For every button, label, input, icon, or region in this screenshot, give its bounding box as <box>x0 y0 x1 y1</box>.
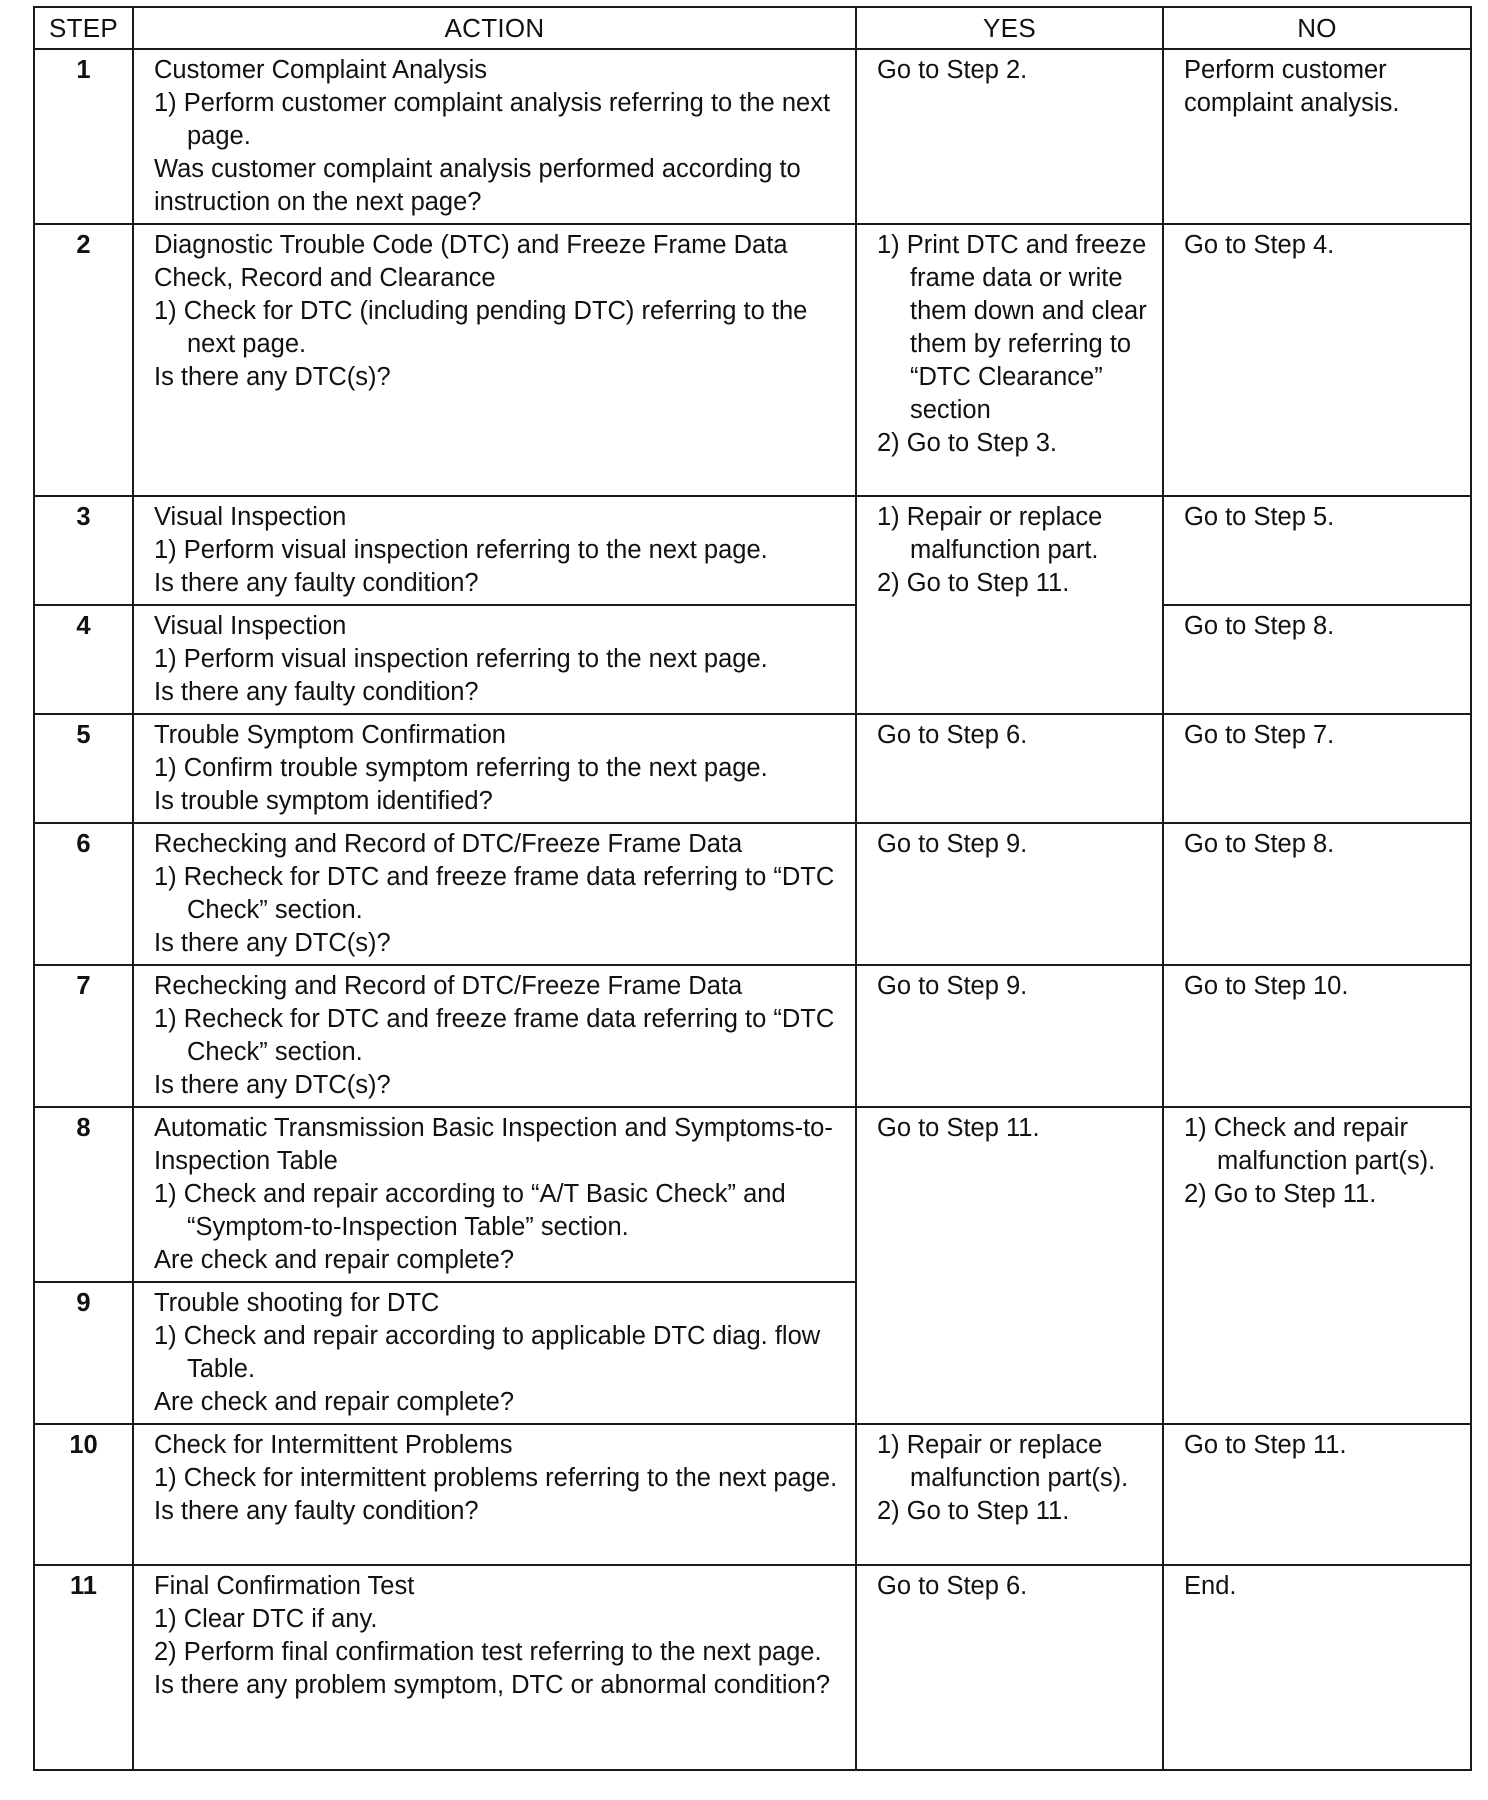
yes-text: 2) Go to Step 11. <box>877 1497 1070 1525</box>
action-title: Customer Complaint Analysis <box>154 56 488 84</box>
action-cell <box>133 965 856 1107</box>
yes-cell <box>856 823 1163 965</box>
no-cell <box>1163 714 1471 823</box>
action-question: Is trouble symptom identified? <box>154 787 493 815</box>
no-text: Go to Step 8. <box>1184 830 1335 858</box>
flow-table <box>33 6 1472 1771</box>
action-cell <box>133 49 856 224</box>
yes-cell <box>856 224 1163 496</box>
step-number: 2 <box>34 224 133 496</box>
no-text: End. <box>1184 1572 1237 1600</box>
step-number: 5 <box>34 714 133 823</box>
action-question: Is there any faulty condition? <box>154 569 479 597</box>
yes-text: Go to Step 9. <box>877 830 1028 858</box>
action-cell <box>133 605 856 714</box>
table-row <box>34 496 1471 605</box>
yes-text: Go to Step 11. <box>877 1114 1040 1142</box>
step-number: 7 <box>34 965 133 1107</box>
action-item: 1) Recheck for DTC and freeze frame data referring to “DTC Check” section. <box>154 1005 835 1066</box>
action-title: Diagnostic Trouble Code (DTC) and Freeze Frame Data Check, Record and Clearance <box>154 231 788 292</box>
step-number: 3 <box>34 496 133 605</box>
no-text: Go to Step 8. <box>1184 612 1335 640</box>
yes-cell <box>856 714 1163 823</box>
no-cell <box>1163 965 1471 1107</box>
action-question: Is there any problem symptom, DTC or abnormal condition? <box>154 1671 831 1699</box>
yes-text: 2) Go to Step 11. <box>877 569 1070 597</box>
step-number: 4 <box>34 605 133 714</box>
action-title: Automatic Transmission Basic Inspection and Symptoms-to-Inspection Table <box>154 1114 833 1175</box>
step-number: 10 <box>34 1424 133 1565</box>
no-cell <box>1163 496 1471 605</box>
action-item: 1) Confirm trouble symptom referring to the next page. <box>154 754 768 782</box>
no-cell <box>1163 1107 1471 1424</box>
no-cell <box>1163 605 1471 714</box>
yes-text: Go to Step 6. <box>877 721 1028 749</box>
yes-cell <box>856 1107 1163 1424</box>
action-cell <box>133 1107 856 1282</box>
step-number: 9 <box>34 1282 133 1424</box>
action-cell <box>133 1424 856 1565</box>
action-item: 1) Clear DTC if any. <box>154 1605 378 1633</box>
action-item: 1) Check and repair according to applicable DTC diag. flow Table. <box>154 1322 821 1383</box>
action-cell <box>133 823 856 965</box>
table-row <box>34 965 1471 1107</box>
action-question: Is there any faulty condition? <box>154 678 479 706</box>
table-row <box>34 714 1471 823</box>
header-row <box>34 7 1471 49</box>
diagnostic-flow-table <box>33 6 1470 1771</box>
table-row <box>34 605 1471 714</box>
header-no: NO <box>1163 7 1471 49</box>
no-text: Go to Step 4. <box>1184 231 1335 259</box>
yes-text: 1) Print DTC and freeze frame data or write them down and clear them by referring to “DTC Clearance” section <box>877 231 1147 424</box>
action-question: Is there any DTC(s)? <box>154 1071 391 1099</box>
no-text: 2) Go to Step 11. <box>1184 1180 1377 1208</box>
action-cell <box>133 1282 856 1424</box>
table-row <box>34 224 1471 496</box>
action-title: Trouble Symptom Confirmation <box>154 721 506 749</box>
header-yes: YES <box>856 7 1163 49</box>
action-question: Is there any DTC(s)? <box>154 363 391 391</box>
step-number: 1 <box>34 49 133 224</box>
yes-text: Go to Step 9. <box>877 972 1028 1000</box>
yes-text: Go to Step 2. <box>877 56 1028 84</box>
action-title: Rechecking and Record of DTC/Freeze Frame Data <box>154 972 743 1000</box>
step-number: 6 <box>34 823 133 965</box>
action-question: Is there any faulty condition? <box>154 1497 479 1525</box>
yes-cell <box>856 49 1163 224</box>
no-text: Go to Step 11. <box>1184 1431 1347 1459</box>
action-item: 1) Perform customer complaint analysis referring to the next page. <box>154 89 831 150</box>
action-title: Final Confirmation Test <box>154 1572 415 1600</box>
no-cell <box>1163 224 1471 496</box>
action-item: 1) Check for intermittent problems referring to the next page. <box>154 1464 838 1492</box>
action-title: Visual Inspection <box>154 612 347 640</box>
table-row <box>34 1565 1471 1770</box>
action-cell <box>133 496 856 605</box>
no-text: Go to Step 5. <box>1184 503 1335 531</box>
yes-cell <box>856 1565 1163 1770</box>
yes-cell <box>856 965 1163 1107</box>
step-number: 8 <box>34 1107 133 1282</box>
table-row <box>34 1424 1471 1565</box>
no-cell <box>1163 823 1471 965</box>
action-title: Rechecking and Record of DTC/Freeze Frame Data <box>154 830 743 858</box>
action-question: Are check and repair complete? <box>154 1388 515 1416</box>
action-question: Was customer complaint analysis performed according to instruction on the next page? <box>154 155 801 216</box>
no-text: 1) Check and repair malfunction part(s). <box>1184 1114 1436 1175</box>
yes-text: 1) Repair or replace malfunction part. <box>877 503 1103 564</box>
action-question: Is there any DTC(s)? <box>154 929 391 957</box>
yes-text: Go to Step 6. <box>877 1572 1028 1600</box>
action-title: Visual Inspection <box>154 503 347 531</box>
action-item: 2) Perform final confirmation test referring to the next page. <box>154 1638 822 1666</box>
step-number: 11 <box>34 1565 133 1770</box>
action-title: Check for Intermittent Problems <box>154 1431 513 1459</box>
table-row <box>34 1107 1471 1282</box>
yes-text: 1) Repair or replace malfunction part(s). <box>877 1431 1129 1492</box>
action-item: 1) Check for DTC (including pending DTC) referring to the next page. <box>154 297 808 358</box>
no-cell <box>1163 49 1471 224</box>
action-cell <box>133 224 856 496</box>
no-text: Go to Step 7. <box>1184 721 1335 749</box>
action-title: Trouble shooting for DTC <box>154 1289 440 1317</box>
action-item: 1) Perform visual inspection referring to the next page. <box>154 536 768 564</box>
yes-cell <box>856 1424 1163 1565</box>
table-row <box>34 49 1471 224</box>
no-cell <box>1163 1565 1471 1770</box>
no-cell <box>1163 1424 1471 1565</box>
yes-cell <box>856 496 1163 714</box>
no-text: Perform customer complaint analysis. <box>1184 56 1400 117</box>
action-item: 1) Recheck for DTC and freeze frame data referring to “DTC Check” section. <box>154 863 835 924</box>
action-item: 1) Check and repair according to “A/T Basic Check” and “Symptom-to-Inspection Table” section. <box>154 1180 786 1241</box>
no-text: Go to Step 10. <box>1184 972 1349 1000</box>
action-question: Are check and repair complete? <box>154 1246 515 1274</box>
action-cell <box>133 714 856 823</box>
action-cell <box>133 1565 856 1770</box>
action-item: 1) Perform visual inspection referring to the next page. <box>154 645 768 673</box>
header-action: ACTION <box>133 7 856 49</box>
header-step: STEP <box>34 7 133 49</box>
yes-text: 2) Go to Step 3. <box>877 429 1058 457</box>
table-row <box>34 823 1471 965</box>
